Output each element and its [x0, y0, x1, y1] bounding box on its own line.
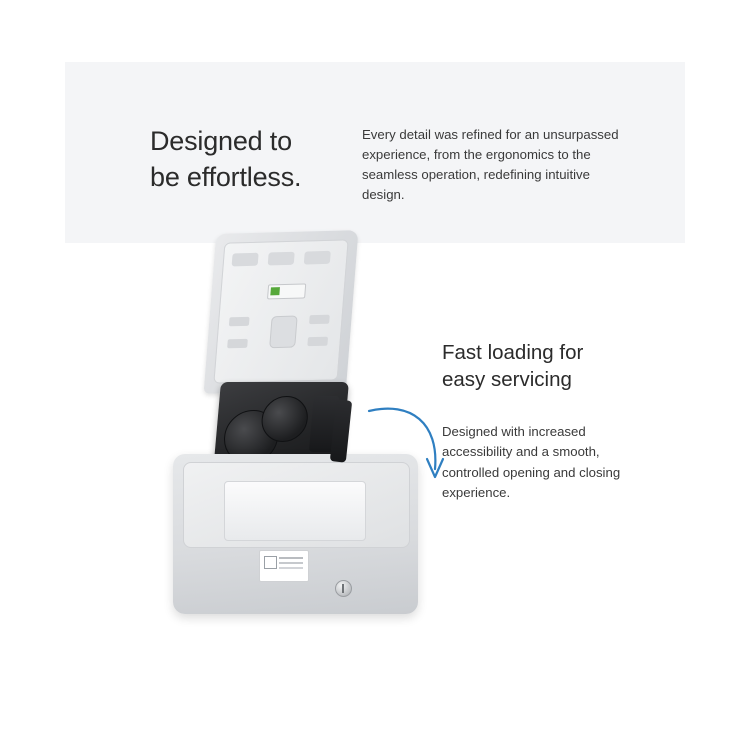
lid-inner-panel — [213, 239, 348, 383]
lock-icon — [335, 580, 352, 597]
product-illustration — [155, 232, 455, 652]
feature-heading-line-2: easy servicing — [442, 368, 572, 392]
feature-heading-line-1: Fast loading for — [442, 341, 584, 364]
intro-paragraph: Every detail was refined for an unsurpassed experience, from the ergonomics to the seamless operation, redefining intuitive design. — [362, 127, 619, 203]
feature-heading — [442, 339, 672, 393]
lid-tab — [268, 252, 295, 266]
headline-line-2: be effortless. — [150, 161, 302, 192]
lid-slot — [229, 317, 250, 327]
lid-center-button — [269, 316, 298, 349]
paper-tray — [224, 481, 366, 541]
content-card — [65, 62, 685, 684]
headline-line-1: Designed to — [150, 126, 292, 156]
lid-tab — [304, 251, 331, 265]
feature-paragraph: Designed with increased accessibility and a smooth, controlled opening and closing experience. — [442, 424, 621, 501]
dispenser-lid — [204, 230, 359, 394]
page-title — [150, 124, 360, 196]
lid-indicator-window — [267, 283, 306, 299]
lid-tab — [232, 253, 259, 267]
instruction-label — [259, 550, 309, 582]
lid-slot — [307, 337, 328, 347]
lid-slot — [227, 339, 248, 349]
lid-slot — [309, 315, 330, 325]
paper-roll — [260, 396, 310, 442]
